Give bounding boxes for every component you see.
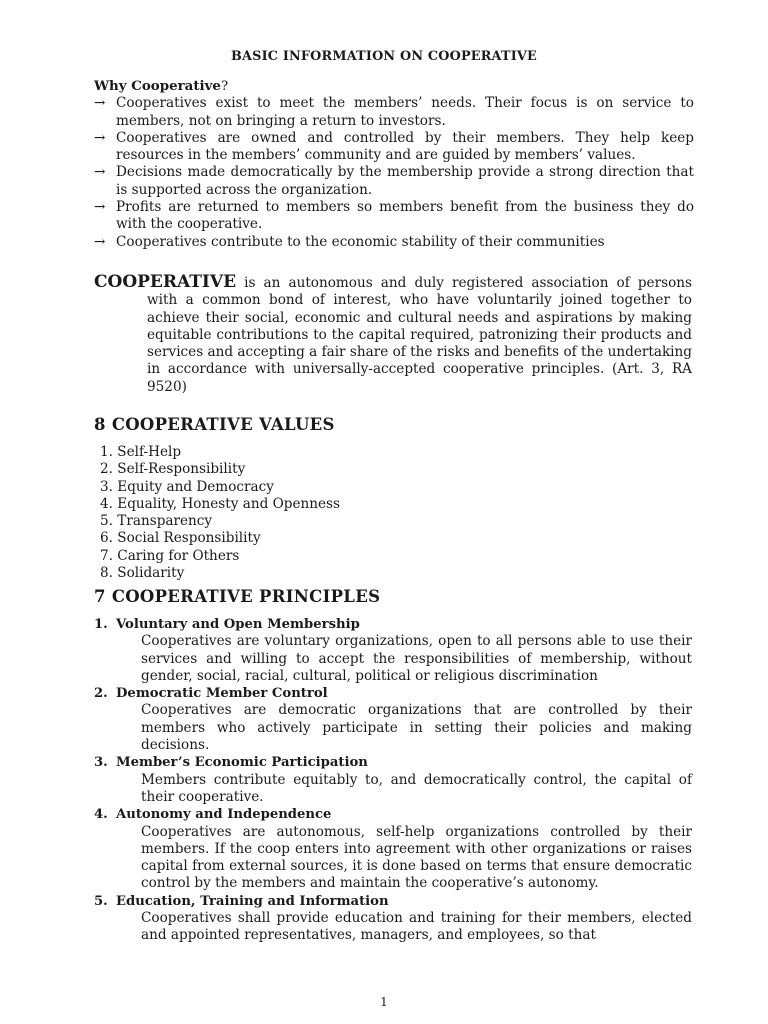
list-item: 5. Transparency — [100, 513, 213, 530]
list-item-text: Decisions made democratically by the membership provide a strong direction that is supported across the organization. — [116, 164, 694, 198]
principle-item — [94, 754, 692, 806]
principle-body: Cooperatives are democratic organizations that are controlled by their members who actively participate in setting their policies and making decisions. — [141, 702, 692, 754]
values-list — [100, 444, 340, 582]
values-heading: 8 COOPERATIVE VALUES — [94, 415, 335, 434]
cooperative-definition — [94, 274, 692, 396]
principle-body: Cooperatives are autonomous, self-help organizations controlled by their members. If the coop enters into agreement with other organizations or raises capital from external sources, it is done based on terms that ensure democratic control by the members and maintain the cooperative’s autonomy. — [141, 823, 692, 892]
list-item: 3. Equity and Democracy — [100, 478, 274, 495]
why-cooperative-section — [94, 78, 694, 251]
list-item-text: Profits are returned to members so members benefit from the business they do with the cooperative. — [116, 199, 694, 233]
principle-number: 3. — [94, 755, 108, 771]
why-heading-text: Why Cooperative — [94, 78, 221, 94]
why-cooperative-list — [94, 95, 694, 251]
arrow-icon: → — [94, 233, 106, 250]
principle-body: Cooperatives shall provide education and training for their members, elected and appointed representatives, managers, and employees, so that — [141, 910, 692, 944]
list-item: 6. Social Responsibility — [100, 530, 261, 547]
principle-title — [94, 754, 692, 771]
list-item — [94, 95, 694, 130]
principle-number: 2. — [94, 686, 108, 702]
principle-number: 4. — [94, 807, 108, 823]
principle-title-text: Autonomy and Independence — [116, 807, 332, 823]
definition-paragraph — [94, 274, 692, 396]
principle-number: 1. — [94, 617, 108, 632]
why-cooperative-heading — [94, 78, 694, 95]
list-item: 8. Solidarity — [100, 565, 185, 582]
principle-title-text: Education, Training and Information — [116, 893, 389, 909]
principle-title — [94, 616, 692, 633]
arrow-icon: → — [94, 164, 106, 181]
principle-title — [94, 806, 692, 823]
principle-body: Cooperatives are voluntary organizations, open to all persons able to use their services and willing to accept the responsibilities of membership, without gender, social, racial, cultural, political or religious discrimination — [141, 633, 692, 684]
principle-title-text: Democratic Member Control — [116, 686, 328, 702]
list-item-text: Cooperatives contribute to the economic stability of their communities — [116, 233, 605, 250]
arrow-icon: → — [94, 199, 106, 216]
list-item: 4. Equality, Honesty and Openness — [100, 495, 341, 512]
page-number: 1 — [380, 995, 388, 1009]
arrow-icon: → — [94, 129, 106, 146]
principle-title — [94, 685, 692, 702]
definition-text: is an autonomous and duly registered association of persons with a common bond of interest, who have voluntarily joined together to achieve their social, economic and cultural needs and aspirations by making equitable contributions to the capital required, patronizing their products and services and accepting a fair share of the risks and benefits of the undertaking in accordance with universally-accepted cooperative principles. (Art. 3, RA 9520) — [147, 275, 692, 395]
principle-number: 5. — [94, 893, 108, 909]
principle-item — [94, 806, 692, 892]
principle-body: Members contribute equitably to, and democratically control, the capital of their cooperative. — [141, 771, 692, 805]
list-item — [94, 199, 694, 234]
definition-term: COOPERATIVE — [94, 272, 237, 292]
list-item — [94, 164, 694, 199]
document-title: BASIC INFORMATION ON COOPERATIVE — [231, 49, 537, 64]
principle-item — [94, 893, 692, 945]
principle-item — [94, 616, 692, 685]
list-item — [94, 130, 694, 165]
list-item: 1. Self-Help — [100, 444, 182, 460]
arrow-icon: → — [94, 95, 106, 112]
principle-title-text: Voluntary and Open Membership — [116, 617, 360, 632]
list-item: 2. Self-Responsibility — [100, 461, 246, 478]
principles-list — [94, 616, 692, 945]
why-heading-question-mark: ? — [220, 79, 229, 94]
principle-title — [94, 893, 692, 910]
principle-title-text: Member’s Economic Participation — [116, 755, 368, 771]
list-item: 7. Caring for Others — [100, 547, 240, 564]
list-item-text: Cooperatives are owned and controlled by their members. They help keep resources in the members’ community and are guided by members’ values. — [116, 129, 694, 164]
list-item-text: Cooperatives exist to meet the members’ needs. Their focus is on service to members, not on bringing a return to investors. — [116, 95, 694, 129]
list-item — [94, 234, 694, 251]
principles-heading: 7 COOPERATIVE PRINCIPLES — [94, 587, 381, 606]
principle-item — [94, 685, 692, 754]
